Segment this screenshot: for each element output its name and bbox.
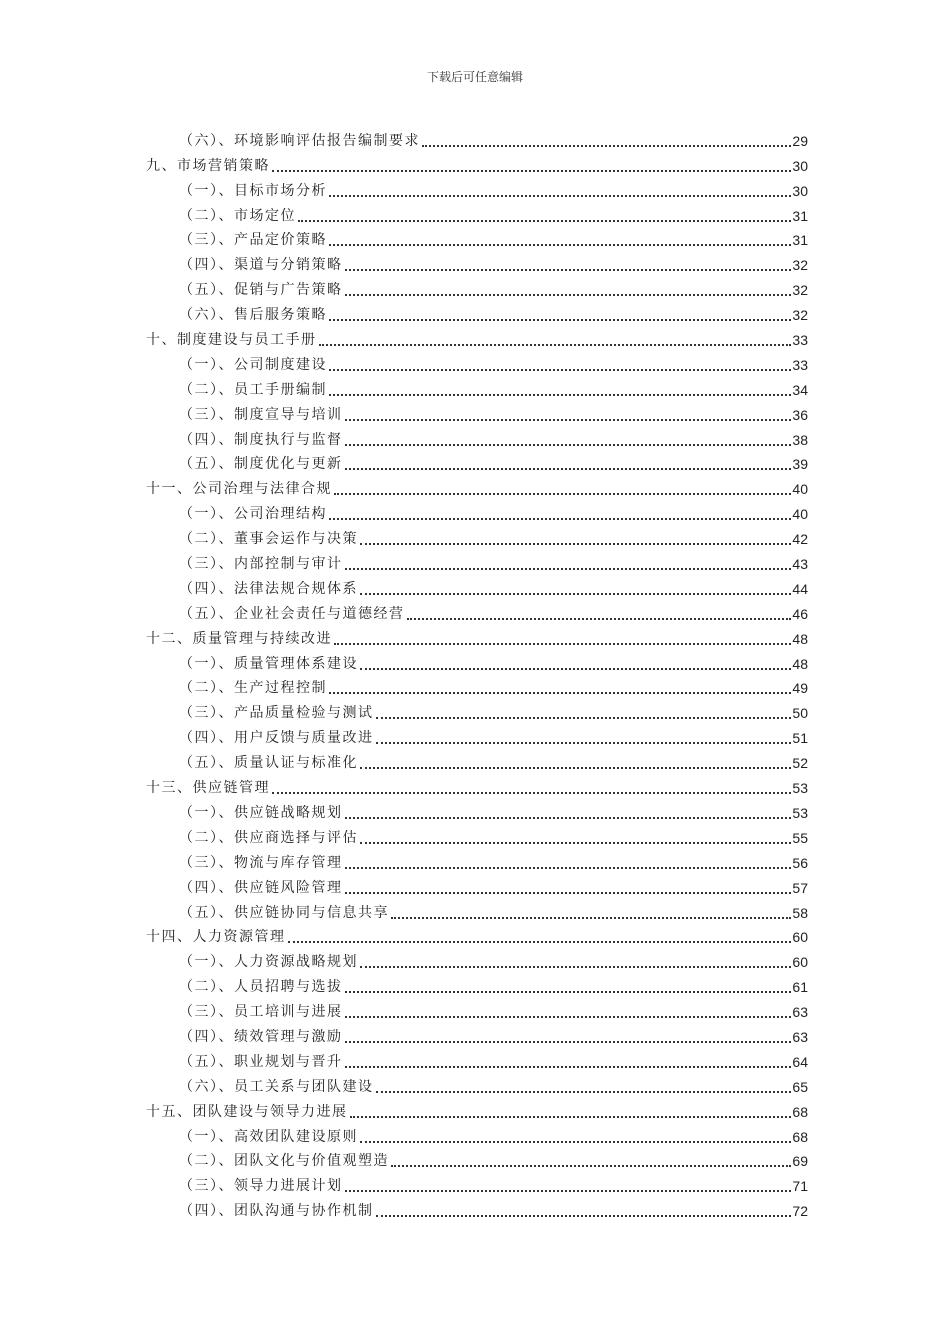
toc-dot-leader <box>345 444 792 446</box>
toc-dot-leader <box>329 518 791 520</box>
toc-entry-title: （四）、制度执行与监督 <box>179 431 343 448</box>
toc-page-number: 33 <box>792 332 808 349</box>
toc-section-entry[interactable] <box>146 300 808 325</box>
toc-section-entry[interactable] <box>146 1072 808 1097</box>
toc-dot-leader <box>360 668 791 670</box>
toc-page-number: 29 <box>792 132 808 149</box>
toc-page-number: 31 <box>792 232 808 249</box>
toc-dot-leader <box>376 1091 792 1093</box>
toc-page-number: 39 <box>792 456 808 473</box>
toc-section-entry[interactable] <box>146 350 808 375</box>
toc-dot-leader <box>360 767 791 769</box>
toc-entry-title: 十三、供应链管理 <box>146 780 270 797</box>
toc-entry-title: 十五、团队建设与领导力进展 <box>146 1103 348 1120</box>
toc-page-number: 50 <box>792 705 808 722</box>
toc-section-entry[interactable] <box>146 798 808 823</box>
toc-dot-leader <box>350 1116 792 1118</box>
toc-section-entry[interactable] <box>146 400 808 425</box>
toc-entry-title: （三）、产品定价策略 <box>179 232 327 249</box>
toc-section-entry[interactable] <box>146 201 808 226</box>
toc-page-number: 72 <box>792 1203 808 1220</box>
toc-page-number: 61 <box>792 979 808 996</box>
toc-page-number: 40 <box>792 481 808 498</box>
toc-page-number: 68 <box>792 1128 808 1145</box>
toc-dot-leader <box>345 892 792 894</box>
toc-entry-title: （三）、员工培训与进展 <box>179 1004 343 1021</box>
toc-chapter-entry[interactable] <box>146 151 808 176</box>
toc-section-entry[interactable] <box>146 848 808 873</box>
toc-dot-leader <box>345 991 792 993</box>
toc-entry-title: 九、市场营销策略 <box>146 157 270 174</box>
toc-entry-title: 十一、公司治理与法律合规 <box>146 481 332 498</box>
toc-dot-leader <box>334 493 791 495</box>
toc-entry-title: （一）、供应链战略规划 <box>179 804 343 821</box>
toc-section-entry[interactable] <box>146 997 808 1022</box>
toc-entry-title: （二）、员工手册编制 <box>179 381 327 398</box>
toc-dot-leader <box>360 966 791 968</box>
toc-entry-title: （三）、产品质量检验与测试 <box>179 705 374 722</box>
toc-entry-title: （三）、物流与库存管理 <box>179 854 343 871</box>
toc-page-number: 48 <box>792 630 808 647</box>
toc-entry-title: （一）、目标市场分析 <box>179 182 327 199</box>
toc-section-entry[interactable] <box>146 250 808 275</box>
toc-entry-title: （六）、环境影响评估报告编制要求 <box>179 132 420 149</box>
toc-dot-leader <box>345 419 792 421</box>
toc-page-number: 48 <box>792 655 808 672</box>
toc-page-number: 53 <box>792 780 808 797</box>
toc-entry-title: （四）、团队沟通与协作机制 <box>179 1203 374 1220</box>
toc-dot-leader <box>360 842 791 844</box>
toc-dot-leader <box>376 742 792 744</box>
toc-entry-title: （二）、供应商选择与评估 <box>179 829 358 846</box>
toc-entry-title: （二）、市场定位 <box>179 207 296 224</box>
toc-dot-leader <box>298 220 791 222</box>
toc-entry-title: （四）、供应链风险管理 <box>179 879 343 896</box>
toc-chapter-entry[interactable] <box>146 1097 808 1122</box>
toc-entry-title: （五）、质量认证与标准化 <box>179 755 358 772</box>
toc-entry-title: （四）、渠道与分销策略 <box>179 257 343 274</box>
toc-page-number: 64 <box>792 1053 808 1070</box>
toc-entry-title: （三）、内部控制与审计 <box>179 556 343 573</box>
toc-dot-leader <box>345 1041 792 1043</box>
toc-entry-title: （五）、企业社会责任与道德经营 <box>179 605 405 622</box>
toc-page-number: 46 <box>792 605 808 622</box>
toc-dot-leader <box>345 1190 792 1192</box>
toc-entry-title: （六）、售后服务策略 <box>179 307 327 324</box>
toc-dot-leader <box>329 319 791 321</box>
toc-section-entry[interactable] <box>146 723 808 748</box>
toc-page-number: 38 <box>792 431 808 448</box>
toc-dot-leader <box>391 917 791 919</box>
toc-page-number: 53 <box>792 804 808 821</box>
toc-page-number: 32 <box>792 282 808 299</box>
toc-entry-title: （四）、绩效管理与激励 <box>179 1028 343 1045</box>
toc-entry-title: （一）、质量管理体系建设 <box>179 655 358 672</box>
toc-entry-title: （三）、领导力进展计划 <box>179 1178 343 1195</box>
toc-section-entry[interactable] <box>146 1047 808 1072</box>
toc-section-entry[interactable] <box>146 898 808 923</box>
toc-page-number: 33 <box>792 356 808 373</box>
toc-section-entry[interactable] <box>146 748 808 773</box>
toc-page-number: 63 <box>792 1028 808 1045</box>
toc-entry-title: （二）、董事会运作与决策 <box>179 531 358 548</box>
toc-entry-title: （二）、生产过程控制 <box>179 680 327 697</box>
toc-section-entry[interactable] <box>146 698 808 723</box>
toc-page-number: 51 <box>792 730 808 747</box>
toc-page-number: 71 <box>792 1178 808 1195</box>
toc-section-entry[interactable] <box>146 375 808 400</box>
toc-section-entry[interactable] <box>146 226 808 251</box>
toc-dot-leader <box>376 717 792 719</box>
toc-section-entry[interactable] <box>146 1122 808 1147</box>
toc-dot-leader <box>345 468 792 470</box>
toc-chapter-entry[interactable] <box>146 325 808 350</box>
toc-entry-title: （三）、制度宣导与培训 <box>179 406 343 423</box>
toc-dot-leader <box>345 1016 792 1018</box>
toc-page-number: 34 <box>792 381 808 398</box>
toc-section-entry[interactable] <box>146 1147 808 1172</box>
toc-page-number: 69 <box>792 1153 808 1170</box>
toc-entry-title: （一）、人力资源战略规划 <box>179 954 358 971</box>
toc-entry-title: （五）、促销与广告策略 <box>179 282 343 299</box>
toc-page-number: 56 <box>792 854 808 871</box>
toc-page-number: 55 <box>792 829 808 846</box>
toc-page-number: 30 <box>792 157 808 174</box>
toc-dot-leader <box>345 269 792 271</box>
toc-section-entry[interactable] <box>146 549 808 574</box>
toc-dot-leader <box>329 369 791 371</box>
toc-page-number: 31 <box>792 207 808 224</box>
toc-section-entry[interactable] <box>146 1196 808 1221</box>
toc-entry-title: （四）、用户反馈与质量改进 <box>179 730 374 747</box>
toc-section-entry[interactable] <box>146 947 808 972</box>
toc-chapter-entry[interactable] <box>146 474 808 499</box>
table-of-contents <box>146 126 808 1221</box>
toc-dot-leader <box>376 1215 792 1217</box>
toc-dot-leader <box>345 867 792 869</box>
toc-entry-title: 十二、质量管理与持续改进 <box>146 630 332 647</box>
toc-dot-leader <box>345 568 792 570</box>
toc-page-number: 44 <box>792 580 808 597</box>
toc-dot-leader <box>288 941 792 943</box>
toc-page-number: 60 <box>792 954 808 971</box>
toc-dot-leader <box>391 1165 791 1167</box>
toc-page-number: 49 <box>792 680 808 697</box>
toc-page-number: 68 <box>792 1103 808 1120</box>
toc-chapter-entry[interactable] <box>146 923 808 948</box>
toc-dot-leader <box>272 170 791 172</box>
toc-entry-title: （五）、职业规划与晋升 <box>179 1053 343 1070</box>
toc-section-entry[interactable] <box>146 275 808 300</box>
toc-section-entry[interactable] <box>146 1171 808 1196</box>
toc-dot-leader <box>329 394 791 396</box>
toc-section-entry[interactable] <box>146 1022 808 1047</box>
toc-page-number: 40 <box>792 506 808 523</box>
toc-dot-leader <box>329 244 791 246</box>
toc-section-entry[interactable] <box>146 126 808 151</box>
toc-section-entry[interactable] <box>146 450 808 475</box>
toc-dot-leader <box>319 344 792 346</box>
toc-section-entry[interactable] <box>146 649 808 674</box>
toc-entry-title: （一）、高效团队建设原则 <box>179 1128 358 1145</box>
toc-page-number: 43 <box>792 556 808 573</box>
toc-chapter-entry[interactable] <box>146 624 808 649</box>
toc-section-entry[interactable] <box>146 873 808 898</box>
toc-page-number: 42 <box>792 531 808 548</box>
toc-entry-title: 十四、人力资源管理 <box>146 929 286 946</box>
toc-page-number: 65 <box>792 1078 808 1095</box>
toc-entry-title: （二）、团队文化与价值观塑造 <box>179 1153 389 1170</box>
toc-section-entry[interactable] <box>146 425 808 450</box>
toc-section-entry[interactable] <box>146 499 808 524</box>
toc-section-entry[interactable] <box>146 972 808 997</box>
toc-dot-leader <box>334 643 791 645</box>
toc-page-number: 32 <box>792 307 808 324</box>
toc-dot-leader <box>360 593 791 595</box>
toc-entry-title: （六）、员工关系与团队建设 <box>179 1078 374 1095</box>
toc-entry-title: 十、制度建设与员工手册 <box>146 332 317 349</box>
toc-section-entry[interactable] <box>146 574 808 599</box>
toc-section-entry[interactable] <box>146 823 808 848</box>
toc-entry-title: （二）、人员招聘与选拔 <box>179 979 343 996</box>
toc-dot-leader <box>360 1141 791 1143</box>
toc-page-number: 52 <box>792 755 808 772</box>
toc-dot-leader <box>345 817 792 819</box>
toc-entry-title: （一）、公司治理结构 <box>179 506 327 523</box>
toc-page-number: 36 <box>792 406 808 423</box>
toc-dot-leader <box>329 692 791 694</box>
toc-page-number: 63 <box>792 1004 808 1021</box>
toc-page-number: 60 <box>792 929 808 946</box>
toc-chapter-entry[interactable] <box>146 773 808 798</box>
toc-section-entry[interactable] <box>146 599 808 624</box>
toc-page-number: 58 <box>792 904 808 921</box>
toc-dot-leader <box>422 145 791 147</box>
toc-dot-leader <box>360 543 791 545</box>
toc-section-entry[interactable] <box>146 524 808 549</box>
page-header: 下载后可任意编辑 <box>426 70 523 84</box>
toc-entry-title: （一）、公司制度建设 <box>179 356 327 373</box>
toc-entry-title: （四）、法律法规合规体系 <box>179 580 358 597</box>
toc-dot-leader <box>329 195 791 197</box>
toc-dot-leader <box>345 294 792 296</box>
toc-dot-leader <box>272 792 791 794</box>
toc-section-entry[interactable] <box>146 674 808 699</box>
toc-section-entry[interactable] <box>146 176 808 201</box>
toc-entry-title: （五）、供应链协同与信息共享 <box>179 904 389 921</box>
toc-page-number: 57 <box>792 879 808 896</box>
toc-page-number: 32 <box>792 257 808 274</box>
toc-dot-leader <box>407 618 792 620</box>
toc-entry-title: （五）、制度优化与更新 <box>179 456 343 473</box>
toc-page-number: 30 <box>792 182 808 199</box>
toc-dot-leader <box>345 1066 792 1068</box>
